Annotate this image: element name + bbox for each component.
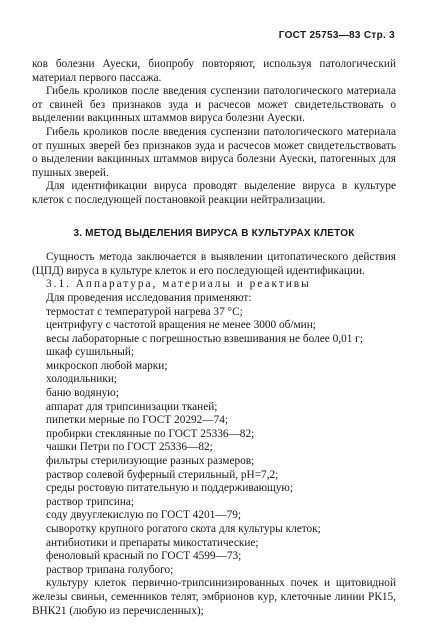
paragraph: Гибель кроликов после введения суспензии патологического материала от свиней без признаков зуда и расчесов может свидетельствовать о выделении вакцинных штаммов вируса болезни Ауески. <box>32 85 396 125</box>
section-intro: Сущность метода заключается в выявлении цитопатического действия (ЦПД) вируса в культуре клеток и его последующей идентификации. <box>32 251 396 277</box>
list-item: пипетки мерные по ГОСТ 20292—74; <box>46 414 229 427</box>
list-item: соду двууглекислую по ГОСТ 4201—79; <box>46 509 242 522</box>
list-item: культуру клеток первично-трипсинизированных почек и щитовидной железы свиньи, семенников телят, эмбрионов кур, клеточные линии РК15, ВНК21 (любую из перечисленных); <box>32 577 396 617</box>
list-item: антибиотики и препараты микостатические; <box>46 536 259 549</box>
page-header: ГОСТ 25753—83 Стр. 3 <box>278 30 395 41</box>
list-item: шкаф сушильный; <box>46 346 135 359</box>
list-intro: Для проведения исследования применяют: <box>46 291 252 304</box>
list-item: раствор солевой буферный стерильный, pH=7,2; <box>46 468 279 481</box>
list-item: фильтры стерилизующие разных размеров; <box>46 455 255 468</box>
list-item: термостат с температурой нагрева 37 °С; <box>46 305 243 318</box>
list-item: баню водяную; <box>46 387 119 400</box>
list-item: микроскоп любой марки; <box>46 359 168 372</box>
list-item: чашки Петри по ГОСТ 25336—82; <box>46 441 213 454</box>
list-item: аппарат для трипсинизации тканей; <box>46 400 218 413</box>
section-heading: 3. МЕТОД ВЫДЕЛЕНИЯ ВИРУСА В КУЛЬТУРАХ КЛЕТОК <box>73 227 355 239</box>
paragraph: Для идентификации вируса проводят выделение вируса в культуре клеток с последующей постановкой реакции нейтрализации. <box>32 180 396 206</box>
paragraph: ков болезни Ауески, биопробу повторяют, используя патологический материал первого пассажа. <box>32 58 396 84</box>
list-item: раствор трипана голубого; <box>46 563 174 576</box>
list-item: центрифугу с частотой вращения не менее 3000 об/мин; <box>46 319 316 332</box>
list-item: сыворотку крупного рогатого скота для культуры клеток; <box>46 523 321 535</box>
list-item: весы лабораторные с погрешностью взвешивания не более 0,01 г; <box>46 332 363 345</box>
subsection-heading: 3.1. Аппаратура, материалы и реактивы <box>46 278 311 291</box>
list-item: пробирки стеклянные по ГОСТ 25336—82; <box>46 427 255 440</box>
paragraph: Гибель кроликов после введения суспензии патологического материала от пушных зверей без признаков зуда и расчесов может свидетельствовать о выделении вакцинных штаммов вируса болезни Ауески, патогенных для пушных зверей. <box>32 125 396 179</box>
document-body <box>32 58 396 618</box>
list-item: раствор трипсина; <box>46 495 135 508</box>
equipment-list <box>32 306 396 619</box>
list-item: среды ростовую питательную и поддерживающую; <box>46 482 293 495</box>
list-item: холодильники; <box>46 373 118 386</box>
list-item: феноловый красный по ГОСТ 4599—73; <box>46 550 242 563</box>
